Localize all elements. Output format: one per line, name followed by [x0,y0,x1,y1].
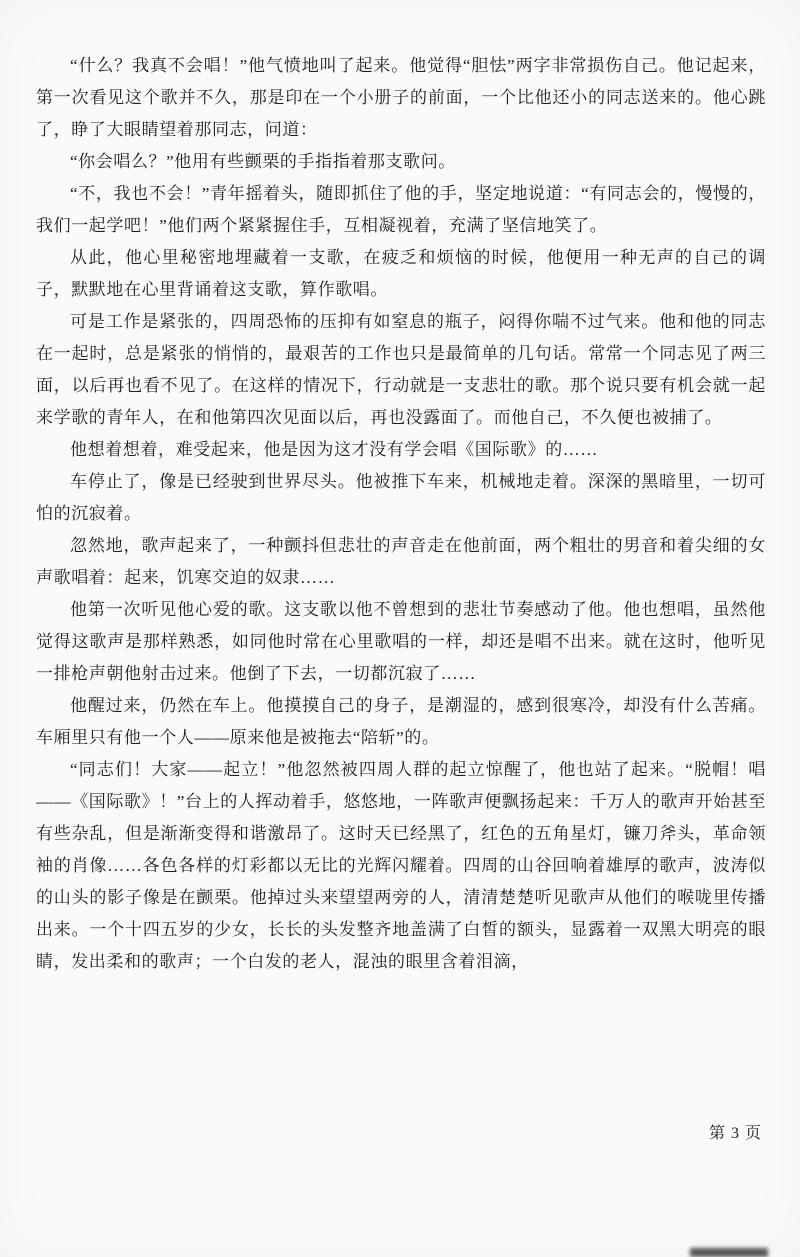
paragraph: “同志们！大家——起立！”他忽然被四周人群的起立惊醒了，他也站了起来。“脱帽！唱——《国际歌》！”台上的人挥动着手，悠悠地，一阵歌声便飘扬起来：千万人的歌声开始甚至有些杂乱，但是渐渐变得和谐激昂了。这时天已经黑了，红色的五角星灯，镰刀斧头，革命领袖的肖像……各色各样的灯彩都以无比的光辉闪耀着。四周的山谷回响着雄厚的歌声，波涛似的山头的影子像是在颤栗。他掉过头来望望两旁的人，清清楚楚听见歌声从他们的喉咙里传播出来。一个十四五岁的少女，长长的头发整齐地盖满了白皙的额头，显露着一双黑大明亮的眼睛，发出柔和的歌声；一个白发的老人，混浊的眼里含着泪滴， [36,760,766,971]
paragraph: “你会唱么？”他用有些颤栗的手指指着那支歌问。 [70,152,456,171]
scan-artifact [690,1248,768,1257]
page-number: 第 3 页 [708,1125,762,1142]
paragraph: 可是工作是紧张的，四周恐怖的压抑有如窒息的瓶子，闷得你喘不过气来。他和他的同志在一起时，总是紧张的悄悄的，最艰苦的工作也只是最简单的几句话。常常一个同志见了两三面，以后再也看不见了。在这样的情况下，行动就是一支悲壮的歌。那个说只要有机会就一起来学歌的青年人，在和他第四次见面以后，再也没露面了。而他自己，不久便也被捕了。 [36,312,766,427]
paragraph: 他醒过来，仍然在车上。他摸摸自己的身子，是潮湿的，感到很寒冷，却没有什么苦痛。车厢里只有他一个人——原来他是被拖去“陪斩”的。 [36,696,766,747]
paragraph: 忽然地，歌声起来了，一种颤抖但悲壮的声音走在他前面，两个粗壮的男音和着尖细的女声歌唱着：起来，饥寒交迫的奴隶…… [36,536,766,587]
paragraph: “不，我也不会！”青年摇着头，随即抓住了他的手，坚定地说道：“有同志会的，慢慢的，我们一起学吧！”他们两个紧紧握住手，互相凝视着，充满了坚信地笑了。 [36,184,766,235]
paragraph: 他想着想着，难受起来，他是因为这才没有学会唱《国际歌》的…… [70,440,598,459]
paragraph: 车停止了，像是已经驶到世界尽头。他被推下车来，机械地走着。深深的黑暗里，一切可怕的沉寂着。 [36,472,766,523]
paragraph: “什么？我真不会唱！”他气愤地叫了起来。他觉得“胆怯”两字非常损伤自己。他记起来，第一次看见这个歌并不久，那是印在一个小册子的前面，一个比他还小的同志送来的。他心跳了，睁了大眼睛望着那同志，问道： [36,56,766,139]
paragraph: 从此，他心里秘密地埋藏着一支歌，在疲乏和烦恼的时候，他便用一种无声的自己的调子，默默地在心里背诵着这支歌，算作歌唱。 [36,248,766,299]
paragraph: 他第一次听见他心爱的歌。这支歌以他不曾想到的悲壮节奏感动了他。他也想唱，虽然他觉得这歌声是那样熟悉，如同他时常在心里歌唱的一样，却还是唱不出来。就在这时，他听见一排枪声朝他射击过来。他倒了下去，一切都沉寂了…… [36,600,766,683]
